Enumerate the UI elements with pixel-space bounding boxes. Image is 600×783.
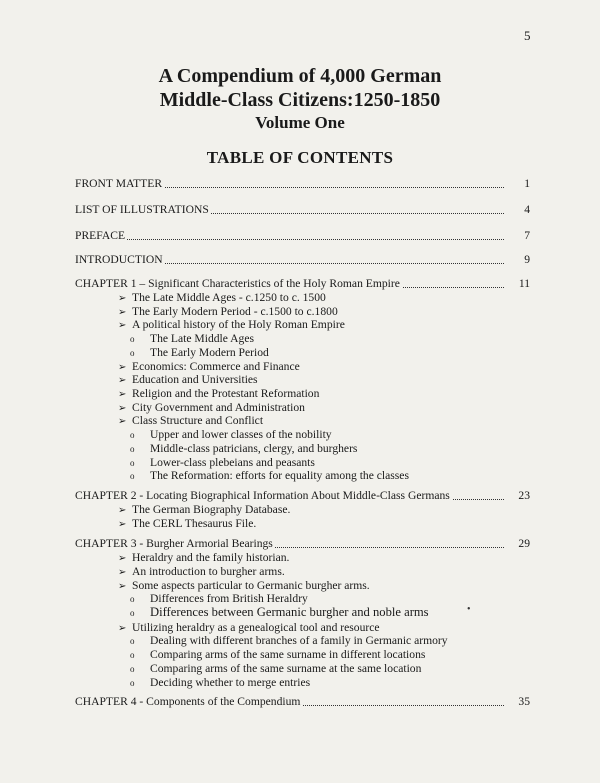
list-item: o Lower-class plebeians and peasants	[130, 456, 315, 469]
list-item: ➢ Heraldry and the family historian.	[118, 551, 290, 564]
arrow-bullet-icon: ➢	[118, 519, 127, 530]
entry-page: 1	[524, 177, 530, 190]
toc-entry-illustrations	[75, 202, 530, 217]
list-item: o Upper and lower classes of the nobility	[130, 428, 332, 441]
list-item: o The Late Middle Ages	[130, 332, 254, 345]
arrow-bullet-icon: ➢	[118, 581, 127, 592]
entry-title: FRONT MATTER	[75, 177, 163, 190]
list-item: ➢ The CERL Thesaurus File.	[118, 517, 257, 530]
entry-title: CHAPTER 1 – Significant Characteristics of the Holy Roman Empire	[75, 277, 400, 290]
list-item: o The Reformation: efforts for equality among the classes	[130, 469, 409, 482]
circle-bullet-icon: o	[130, 678, 135, 688]
list-item: ➢ The German Biography Database.	[118, 503, 291, 516]
entry-title: INTRODUCTION	[75, 253, 163, 266]
arrow-bullet-icon: ➢	[118, 403, 127, 414]
list-item: ➢ An introduction to burgher arms.	[118, 565, 285, 578]
toc-entry-preface	[75, 228, 530, 243]
arrow-bullet-icon: ➢	[118, 375, 127, 386]
list-item: ➢ Some aspects particular to Germanic burgher arms.	[118, 579, 370, 592]
entry-title: LIST OF ILLUSTRATIONS	[75, 203, 209, 216]
entry-page: 7	[524, 229, 530, 242]
circle-bullet-icon: o	[130, 334, 135, 344]
arrow-bullet-icon: ➢	[118, 416, 127, 427]
list-item: o The Early Modern Period	[130, 346, 269, 359]
arrow-bullet-icon: ➢	[118, 320, 127, 331]
entry-page: 9	[524, 253, 530, 266]
volume-label: Volume One	[255, 113, 345, 132]
circle-bullet-icon: o	[130, 594, 135, 604]
list-item: o Deciding whether to merge entries	[130, 676, 311, 689]
list-item: ➢ A political history of the Holy Roman Empire	[118, 318, 345, 331]
entry-page: 29	[518, 537, 530, 550]
page-number: 5	[524, 28, 531, 43]
list-item: o Differences between Germanic burgher and noble arms	[130, 605, 429, 619]
list-item: o Middle-class patricians, clergy, and burghers	[130, 442, 358, 455]
dot-leader	[75, 239, 504, 240]
toc-heading: TABLE OF CONTENTS	[206, 148, 394, 167]
toc-entry-chapter-1	[75, 276, 530, 291]
list-item: ➢ Utilizing heraldry as a genealogical tool and resource	[118, 621, 380, 634]
circle-bullet-icon: o	[130, 471, 135, 481]
circle-bullet-icon: o	[130, 636, 135, 646]
toc-entry-introduction	[75, 252, 530, 267]
title-block	[0, 64, 600, 133]
circle-bullet-icon: o	[130, 664, 135, 674]
stray-dot-mark: •	[467, 604, 471, 615]
circle-bullet-icon: o	[130, 650, 135, 660]
toc-entry-front-matter	[75, 176, 530, 191]
list-item: ➢ Education and Universities	[118, 373, 258, 386]
entry-title: CHAPTER 3 - Burgher Armorial Bearings	[75, 537, 273, 550]
arrow-bullet-icon: ➢	[118, 293, 127, 304]
arrow-bullet-icon: ➢	[118, 307, 127, 318]
circle-bullet-icon: o	[130, 430, 135, 440]
list-item: ➢ The Late Middle Ages - c.1250 to c. 1500	[118, 291, 326, 304]
circle-bullet-icon: o	[130, 348, 135, 358]
book-title-line-2: Middle-Class Citizens:1250-1850	[159, 89, 441, 111]
book-title-line-1: A Compendium of 4,000 German	[158, 65, 442, 87]
entry-page: 4	[524, 203, 530, 216]
arrow-bullet-icon: ➢	[118, 567, 127, 578]
entry-title: CHAPTER 2 - Locating Biographical Information About Middle-Class Germans	[75, 489, 450, 502]
entry-page: 11	[518, 277, 530, 290]
list-item: ➢ City Government and Administration	[118, 401, 305, 414]
list-item: o Comparing arms of the same surname at the same location	[130, 662, 422, 675]
arrow-bullet-icon: ➢	[118, 623, 127, 634]
toc-entry-chapter-3	[75, 536, 530, 551]
list-item: ➢ The Early Modern Period - c.1500 to c.1800	[118, 305, 338, 318]
circle-bullet-icon: o	[130, 608, 135, 618]
arrow-bullet-icon: ➢	[118, 362, 127, 373]
list-item: o Differences from British Heraldry	[130, 592, 308, 605]
list-item: o Comparing arms of the same surname in different locations	[130, 648, 426, 661]
list-item: o Dealing with different branches of a family in Germanic armory	[130, 634, 448, 647]
entry-page: 35	[518, 695, 530, 708]
circle-bullet-icon: o	[130, 458, 135, 468]
list-item: ➢ Class Structure and Conflict	[118, 414, 264, 427]
toc-entry-chapter-2	[75, 488, 530, 503]
circle-bullet-icon: o	[130, 444, 135, 454]
toc-entry-chapter-4	[75, 694, 530, 709]
arrow-bullet-icon: ➢	[118, 553, 127, 564]
arrow-bullet-icon: ➢	[118, 389, 127, 400]
entry-title: PREFACE	[75, 229, 126, 242]
entry-page: 23	[518, 489, 530, 502]
entry-title: CHAPTER 4 - Components of the Compendium	[75, 695, 301, 708]
list-item: ➢ Religion and the Protestant Reformation	[118, 387, 320, 400]
list-item: ➢ Economics: Commerce and Finance	[118, 360, 300, 373]
arrow-bullet-icon: ➢	[118, 505, 127, 516]
